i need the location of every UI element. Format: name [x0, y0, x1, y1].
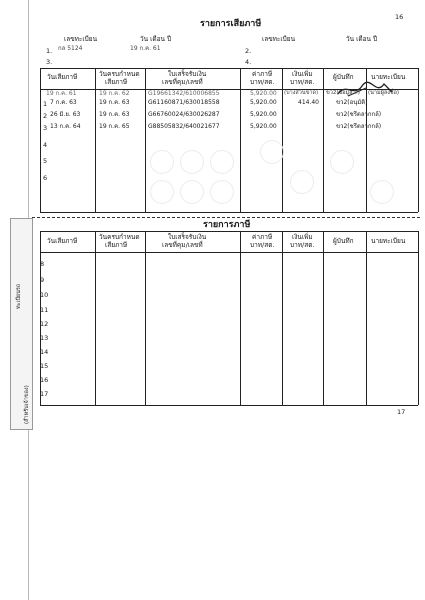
- row1-tax: 5,920.00: [250, 90, 277, 97]
- row3-tax: 5,920.00: [250, 111, 277, 118]
- row1-registrar: (นามผู้ลงชื่อ): [368, 90, 400, 96]
- t2-col-extra-header-2: บาท/สต.: [290, 241, 315, 249]
- t2-row-13: 13: [40, 334, 49, 342]
- date-label-left: วัน เดือน ปี: [140, 35, 172, 43]
- reg-label-right: เลขทะเบียน: [262, 35, 296, 43]
- row1-receipt: G19661342/610006855: [148, 90, 220, 97]
- reg-date: 19 ก.ค. 61: [130, 45, 161, 52]
- t2-col-tax-header: ค่าภาษี: [252, 233, 273, 241]
- section2-title: รายการภาษี: [203, 220, 251, 230]
- t2-row-12: 12: [40, 320, 49, 328]
- row2-recorder: ขว2(อนุมัติ): [336, 99, 368, 106]
- row3-due: 19 ก.ค. 63: [99, 111, 130, 118]
- col-paid-date-header: วันเสียภาษี: [47, 73, 78, 81]
- page-number-top: 16: [395, 13, 404, 21]
- col-tax-header-2: บาท/สต.: [250, 78, 275, 86]
- side-tab-text-2: (สำหรับเจ้าของ): [24, 385, 30, 424]
- row2-no: 1: [43, 100, 48, 108]
- t2-col-registrar-header: นายทะเบียน: [371, 237, 406, 245]
- page-number-bottom: 17: [397, 408, 406, 416]
- row2-receipt: G61160871/630018558: [148, 99, 220, 106]
- reg-number-4: 4.: [245, 58, 252, 66]
- row5-no: 4: [43, 141, 48, 149]
- t2-col-due-date-header-2: เสียภาษี: [105, 241, 128, 249]
- col-receipt-header: ใบเสร็จรับเงิน: [168, 70, 207, 78]
- t2-col-receipt-header: ใบเสร็จรับเงิน: [168, 233, 207, 241]
- row4-paid: 13 ก.ค. 64: [50, 123, 81, 130]
- row2-paid: 7 ก.ค. 63: [50, 99, 77, 106]
- row2-due: 19 ก.ค. 63: [99, 99, 130, 106]
- t2-row-15: 15: [40, 362, 49, 370]
- t2-col-paid-date-header: วันเสียภาษี: [47, 237, 78, 245]
- t2-row-17: 17: [40, 390, 49, 398]
- row1-due: 19 ก.ค. 62: [99, 90, 130, 97]
- section-separator: [32, 217, 420, 218]
- col-registrar-header: นายทะเบียน: [371, 73, 406, 81]
- t2-col-recorder-header: ผู้บันทึก: [333, 237, 354, 245]
- col-due-date-header: วันครบกำหนด: [99, 70, 140, 78]
- reg-number-1: 1.: [46, 47, 53, 55]
- row4-receipt: G88505832/640021677: [148, 123, 220, 130]
- side-bookmark-tab: [10, 218, 33, 430]
- t2-row-9: 9: [40, 276, 45, 284]
- reg-number-3: 3.: [46, 58, 53, 66]
- row3-paid: 26 มิ.ย. 63: [50, 111, 81, 118]
- row1-extra: (บางส่วนขาด): [284, 90, 319, 96]
- row4-recorder: ขว2(ชรีตลากกล้): [336, 123, 382, 130]
- col-extra-header-2: บาท/สต.: [290, 78, 315, 86]
- t2-row-16: 16: [40, 376, 49, 384]
- col-recorder-header: ผู้บันทึก: [333, 73, 354, 81]
- t2-col-due-date-header: วันครบกำหนด: [99, 233, 140, 241]
- row7-no: 6: [43, 174, 48, 182]
- row3-recorder: ขว2(ชรีตลากกล้): [336, 111, 382, 118]
- t2-row-14: 14: [40, 348, 49, 356]
- reg-value: กล 5124: [58, 45, 83, 52]
- reg-number-2: 2.: [245, 47, 252, 55]
- col-extra-header: เงินเพิ่ม: [292, 70, 313, 78]
- row1-paid: 19 ก.ค. 61: [46, 90, 77, 97]
- row3-no: 2: [43, 112, 48, 120]
- t2-row-8: 8: [40, 260, 45, 268]
- t2-col-receipt-header-2: เลขที่คุม/เลขที่: [162, 241, 203, 249]
- row4-due: 19 ก.ค. 65: [99, 123, 130, 130]
- row2-extra: 414.40: [298, 99, 319, 106]
- row3-receipt: G66760024/630026287: [148, 111, 220, 118]
- col-due-date-header-2: เสียภาษี: [105, 78, 128, 86]
- row2-tax: 5,920.00: [250, 99, 277, 106]
- section1-title: รายการเสียภาษี: [200, 19, 262, 29]
- row4-tax: 5,920.00: [250, 123, 277, 130]
- t2-col-tax-header-2: บาท/สต.: [250, 241, 275, 249]
- row1-recorder: ขว2(ข้อมูล...): [326, 90, 360, 96]
- col-tax-header: ค่าภาษี: [252, 70, 273, 78]
- side-tab-text-1: ทะเบียนรถ: [16, 283, 22, 309]
- t2-col-extra-header: เงินเพิ่ม: [292, 233, 313, 241]
- t2-row-11: 11: [40, 306, 49, 314]
- t2-row-10: 10: [40, 291, 49, 299]
- col-receipt-header-2: เลขที่คุม/เลขที่: [162, 78, 203, 86]
- row6-no: 5: [43, 157, 48, 165]
- row4-no: 3: [43, 124, 48, 132]
- reg-label-left: เลขทะเบียน: [64, 35, 98, 43]
- date-label-right: วัน เดือน ปี: [346, 35, 378, 43]
- signature-scribble: [336, 80, 396, 100]
